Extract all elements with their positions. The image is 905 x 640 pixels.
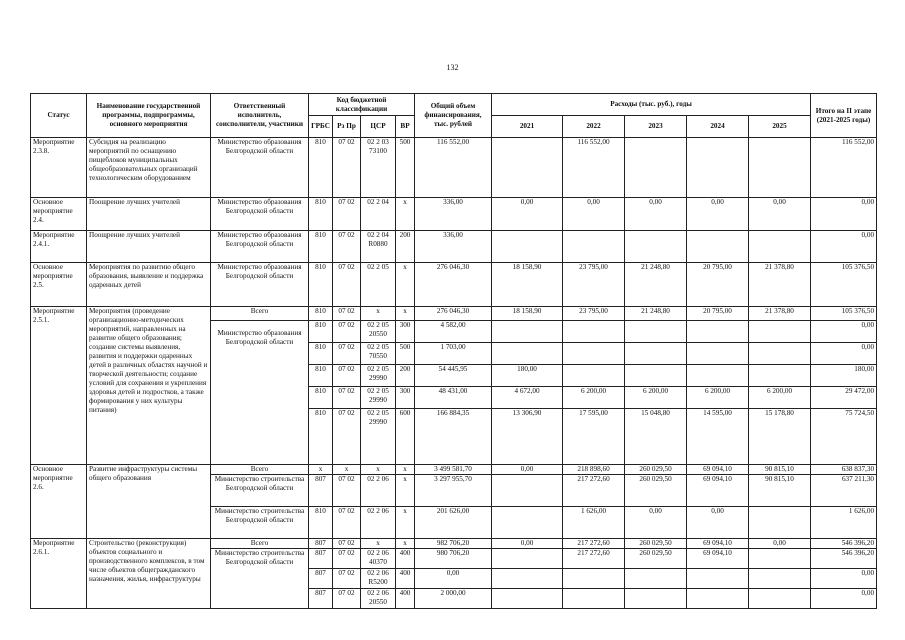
cell-2022 xyxy=(563,569,625,589)
header-budget-code: Код бюджетной классификации xyxy=(309,94,415,116)
cell-2022: 116 552,00 xyxy=(563,138,625,198)
cell-2025 xyxy=(749,365,811,387)
cell-vr: 300 xyxy=(396,387,415,409)
row-status: Основное мероприятие 2.5. xyxy=(31,263,87,307)
cell-rzpr: 07 02 xyxy=(333,589,361,609)
cell-grbs: 810 xyxy=(309,343,333,365)
cell-grbs: 810 xyxy=(309,321,333,343)
cell-total: 982 706,20 xyxy=(415,539,492,549)
cell-rzpr: 07 02 xyxy=(333,387,361,409)
header-total-stage: Итого на II этапе (2021-2025 годы) xyxy=(811,94,877,138)
cell-total: 2 000,00 xyxy=(415,589,492,609)
cell-stage-total: 0,00 xyxy=(811,198,877,231)
cell-rzpr: 07 02 xyxy=(333,507,361,539)
cell-2021: 18 158,90 xyxy=(492,307,563,321)
header-name: Наименование государственной программы, подпрограммы, основного мероприятия xyxy=(87,94,211,138)
cell-csr: 02 2 03 73100 xyxy=(361,138,396,198)
cell-rzpr: 07 02 xyxy=(333,307,361,321)
header-year-2025: 2025 xyxy=(749,116,811,138)
cell-csr: 02 2 06 40370 xyxy=(361,549,396,569)
cell-grbs: 807 xyxy=(309,569,333,589)
row-name: Субсидия на реализацию мероприятий по оснащению пищеблоков муниципальных общеобразовательных организаций технологическим оборудованием xyxy=(87,138,211,198)
header-responsible: Ответственный исполнитель, соисполнители, участники xyxy=(211,94,309,138)
header-status: Статус xyxy=(31,94,87,138)
cell-total: 336,00 xyxy=(415,231,492,263)
row-responsible-total: Всего xyxy=(211,539,309,549)
cell-stage-total: 0,00 xyxy=(811,589,877,609)
cell-2023 xyxy=(625,321,687,343)
cell-2024: 20 795,00 xyxy=(687,263,749,307)
cell-2023 xyxy=(625,569,687,589)
cell-2025: 21 378,80 xyxy=(749,263,811,307)
cell-grbs: 810 xyxy=(309,231,333,263)
row-status: Мероприятие 2.3.8. xyxy=(31,138,87,198)
cell-total: 0,00 xyxy=(415,569,492,589)
cell-2022: 217 272,60 xyxy=(563,549,625,569)
cell-grbs: 807 xyxy=(309,475,333,507)
cell-csr: х xyxy=(361,465,396,475)
cell-2024: 14 595,00 xyxy=(687,409,749,465)
cell-grbs: 810 xyxy=(309,263,333,307)
cell-2025: 0,00 xyxy=(749,539,811,549)
cell-total: 3 297 955,70 xyxy=(415,475,492,507)
row-name: Мероприятия (проведение организационно-методических мероприятий, направленных на развитие общего образования; создание системы выявления, развития и поддержки одаренных детей в различных областях научной и творческой деятельности; создание условий для сохранения и укрепления здоровья детей и подростков, а также формирования у них культуры питания) xyxy=(87,307,211,465)
cell-2021: 13 306,90 xyxy=(492,409,563,465)
row-name: Поощрение лучших учителей xyxy=(87,231,211,263)
cell-vr: 200 xyxy=(396,231,415,263)
cell-total: 201 626,00 xyxy=(415,507,492,539)
cell-2022: 17 595,00 xyxy=(563,409,625,465)
cell-vr: х xyxy=(396,475,415,507)
cell-2024: 6 200,00 xyxy=(687,387,749,409)
cell-2021 xyxy=(492,589,563,609)
cell-2024 xyxy=(687,589,749,609)
cell-2023: 260 029,50 xyxy=(625,465,687,475)
cell-2021: 180,00 xyxy=(492,365,563,387)
cell-total: 4 582,00 xyxy=(415,321,492,343)
cell-2023: 260 029,50 xyxy=(625,549,687,569)
cell-2023: 260 029,50 xyxy=(625,475,687,507)
cell-2022 xyxy=(563,365,625,387)
cell-2024: 69 094,10 xyxy=(687,539,749,549)
cell-vr: 400 xyxy=(396,569,415,589)
header-csr: ЦСР xyxy=(361,116,396,138)
header-vr: ВР xyxy=(396,116,415,138)
header-grbs: ГРБС xyxy=(309,116,333,138)
cell-2025: 6 200,00 xyxy=(749,387,811,409)
cell-rzpr: 07 02 xyxy=(333,569,361,589)
cell-grbs: 810 xyxy=(309,387,333,409)
cell-2025: 90 815,10 xyxy=(749,475,811,507)
cell-rzpr: х xyxy=(333,465,361,475)
cell-2025 xyxy=(749,343,811,365)
cell-vr: х xyxy=(396,507,415,539)
cell-vr: х xyxy=(396,465,415,475)
header-rzpr: Рз Пр xyxy=(333,116,361,138)
cell-2023: 0,00 xyxy=(625,198,687,231)
row-responsible: Министерство строительства Белгородской области xyxy=(211,475,309,507)
cell-rzpr: 07 02 xyxy=(333,343,361,365)
cell-csr: 02 2 05 xyxy=(361,263,396,307)
cell-total: 3 499 581,70 xyxy=(415,465,492,475)
cell-2021: 0,00 xyxy=(492,465,563,475)
cell-2021 xyxy=(492,343,563,365)
cell-2021 xyxy=(492,507,563,539)
cell-2024 xyxy=(687,343,749,365)
cell-2021 xyxy=(492,549,563,569)
cell-csr: 02 2 05 20550 xyxy=(361,321,396,343)
cell-grbs: х xyxy=(309,465,333,475)
row-status: Мероприятие 2.4.1. xyxy=(31,231,87,263)
table-row xyxy=(31,539,877,549)
cell-2021 xyxy=(492,138,563,198)
row-name: Строительство (реконструкция) объектов социального и производственного комплексов, в том числе объектов общегражданского назначения, жилья, инфраструктуры xyxy=(87,539,211,609)
header-year-2021: 2021 xyxy=(492,116,563,138)
cell-rzpr: 07 02 xyxy=(333,475,361,507)
cell-stage-total: 0,00 xyxy=(811,343,877,365)
cell-rzpr: 07 02 xyxy=(333,539,361,549)
cell-csr: 02 2 06 xyxy=(361,507,396,539)
row-responsible: Министерство образования Белгородской области xyxy=(211,138,309,198)
cell-stage-total: 116 552,00 xyxy=(811,138,877,198)
row-status: Основное мероприятие 2.6. xyxy=(31,465,87,539)
cell-rzpr: 07 02 xyxy=(333,231,361,263)
cell-vr: 500 xyxy=(396,138,415,198)
cell-2023: 21 248,80 xyxy=(625,263,687,307)
cell-rzpr: 07 02 xyxy=(333,549,361,569)
cell-2022 xyxy=(563,231,625,263)
cell-vr: х xyxy=(396,539,415,549)
cell-vr: 400 xyxy=(396,549,415,569)
cell-2025 xyxy=(749,507,811,539)
cell-2022: 217 272,60 xyxy=(563,475,625,507)
cell-total: 48 431,00 xyxy=(415,387,492,409)
table-row xyxy=(31,138,877,198)
cell-stage-total: 638 837,30 xyxy=(811,465,877,475)
cell-stage-total: 1 626,00 xyxy=(811,507,877,539)
row-name: Мероприятия по развитию общего образования, выявление и поддержка одаренных детей xyxy=(87,263,211,307)
cell-2022: 217 272,60 xyxy=(563,539,625,549)
cell-2024: 69 094,10 xyxy=(687,465,749,475)
cell-stage-total: 105 376,50 xyxy=(811,307,877,321)
cell-stage-total: 180,00 xyxy=(811,365,877,387)
cell-2024 xyxy=(687,321,749,343)
cell-2025: 0,00 xyxy=(749,198,811,231)
table-row xyxy=(31,263,877,307)
cell-vr: х xyxy=(396,198,415,231)
cell-rzpr: 07 02 xyxy=(333,321,361,343)
cell-stage-total: 546 396,20 xyxy=(811,539,877,549)
cell-rzpr: 07 02 xyxy=(333,263,361,307)
cell-2021 xyxy=(492,321,563,343)
cell-rzpr: 07 02 xyxy=(333,138,361,198)
row-responsible: Министерство образования Белгородской области xyxy=(211,198,309,231)
row-name: Развитие инфраструктуры системы общего образования xyxy=(87,465,211,539)
cell-grbs: 810 xyxy=(309,507,333,539)
header-year-2024: 2024 xyxy=(687,116,749,138)
cell-grbs: 810 xyxy=(309,307,333,321)
cell-vr: 600 xyxy=(396,409,415,465)
cell-csr: 02 2 06 20550 xyxy=(361,589,396,609)
row-responsible: Министерство строительства Белгородской области xyxy=(211,549,309,609)
cell-2025 xyxy=(749,589,811,609)
cell-2022 xyxy=(563,321,625,343)
row-status: Основное мероприятие 2.4. xyxy=(31,198,87,231)
cell-2025: 15 178,80 xyxy=(749,409,811,465)
cell-2023: 6 200,00 xyxy=(625,387,687,409)
cell-rzpr: 07 02 xyxy=(333,365,361,387)
cell-csr: х xyxy=(361,307,396,321)
cell-2023: 15 048,80 xyxy=(625,409,687,465)
cell-2024 xyxy=(687,365,749,387)
row-responsible: Министерство образования Белгородской области xyxy=(211,263,309,307)
cell-2024: 20 795,00 xyxy=(687,307,749,321)
row-name: Поощрение лучших учителей xyxy=(87,198,211,231)
row-status: Мероприятие 2.6.1. xyxy=(31,539,87,609)
cell-2025 xyxy=(749,569,811,589)
cell-2023 xyxy=(625,589,687,609)
cell-vr: 200 xyxy=(396,365,415,387)
page-number: 132 xyxy=(446,63,459,72)
cell-2021 xyxy=(492,475,563,507)
cell-2025 xyxy=(749,138,811,198)
cell-csr: 02 2 06 R5200 xyxy=(361,569,396,589)
row-responsible: Министерство строительства Белгородской области xyxy=(211,507,309,539)
cell-2025 xyxy=(749,549,811,569)
cell-total: 54 445,95 xyxy=(415,365,492,387)
cell-2021: 0,00 xyxy=(492,198,563,231)
cell-2024: 69 094,10 xyxy=(687,549,749,569)
row-responsible: Министерство образования Белгородской области xyxy=(211,321,309,465)
cell-total: 1 703,00 xyxy=(415,343,492,365)
header-year-2022: 2022 xyxy=(563,116,625,138)
cell-vr: 400 xyxy=(396,589,415,609)
cell-grbs: 810 xyxy=(309,198,333,231)
cell-grbs: 810 xyxy=(309,409,333,465)
cell-total: 276 046,30 xyxy=(415,307,492,321)
cell-csr: 02 2 05 29990 xyxy=(361,387,396,409)
cell-2022: 23 795,00 xyxy=(563,263,625,307)
cell-2024 xyxy=(687,569,749,589)
cell-2025 xyxy=(749,321,811,343)
table-row xyxy=(31,465,877,475)
cell-2022 xyxy=(563,343,625,365)
cell-stage-total: 105 376,50 xyxy=(811,263,877,307)
cell-csr: 02 2 06 xyxy=(361,475,396,507)
cell-grbs: 810 xyxy=(309,138,333,198)
cell-grbs: 807 xyxy=(309,539,333,549)
cell-2022: 23 795,00 xyxy=(563,307,625,321)
cell-stage-total: 29 472,00 xyxy=(811,387,877,409)
cell-total: 116 552,00 xyxy=(415,138,492,198)
cell-2022: 1 626,00 xyxy=(563,507,625,539)
cell-grbs: 807 xyxy=(309,589,333,609)
cell-grbs: 810 xyxy=(309,365,333,387)
cell-2022: 6 200,00 xyxy=(563,387,625,409)
cell-rzpr: 07 02 xyxy=(333,409,361,465)
cell-stage-total: 0,00 xyxy=(811,231,877,263)
header-year-2023: 2023 xyxy=(625,116,687,138)
cell-2025: 21 378,80 xyxy=(749,307,811,321)
cell-csr: 02 2 05 70550 xyxy=(361,343,396,365)
cell-2022: 0,00 xyxy=(563,198,625,231)
cell-2023: 21 248,80 xyxy=(625,307,687,321)
cell-2024 xyxy=(687,231,749,263)
cell-vr: х xyxy=(396,307,415,321)
cell-2021 xyxy=(492,231,563,263)
cell-csr: 02 2 05 29990 xyxy=(361,365,396,387)
cell-stage-total: 75 724,50 xyxy=(811,409,877,465)
row-responsible: Министерство образования Белгородской области xyxy=(211,231,309,263)
header-expenses: Расходы (тыс. руб.), годы xyxy=(492,94,811,116)
cell-2025: 90 815,10 xyxy=(749,465,811,475)
cell-2024: 69 094,10 xyxy=(687,475,749,507)
cell-2021: 0,00 xyxy=(492,539,563,549)
cell-2023 xyxy=(625,343,687,365)
cell-csr: 02 2 04 xyxy=(361,198,396,231)
header-total-volume: Общий объем финансирования, тыс. рублей xyxy=(415,94,492,138)
cell-2023: 260 029,50 xyxy=(625,539,687,549)
table-row xyxy=(31,198,877,231)
row-responsible-total: Всего xyxy=(211,465,309,475)
cell-2024 xyxy=(687,138,749,198)
cell-2023 xyxy=(625,138,687,198)
financing-table xyxy=(30,93,877,609)
header-row xyxy=(31,94,877,116)
cell-rzpr: 07 02 xyxy=(333,198,361,231)
cell-2021 xyxy=(492,569,563,589)
cell-total: 980 706,20 xyxy=(415,549,492,569)
cell-2024: 0,00 xyxy=(687,198,749,231)
cell-2023: 0,00 xyxy=(625,507,687,539)
cell-2024: 0,00 xyxy=(687,507,749,539)
row-responsible-total: Всего xyxy=(211,307,309,321)
cell-csr: 02 2 04 R0880 xyxy=(361,231,396,263)
cell-2025 xyxy=(749,231,811,263)
cell-total: 276 046,30 xyxy=(415,263,492,307)
cell-stage-total: 0,00 xyxy=(811,569,877,589)
cell-2021: 4 672,00 xyxy=(492,387,563,409)
cell-vr: 300 xyxy=(396,321,415,343)
cell-2021: 18 158,90 xyxy=(492,263,563,307)
cell-total: 336,00 xyxy=(415,198,492,231)
cell-csr: х xyxy=(361,539,396,549)
cell-2023 xyxy=(625,365,687,387)
cell-2022 xyxy=(563,589,625,609)
table-row xyxy=(31,307,877,321)
cell-2023 xyxy=(625,231,687,263)
row-status: Мероприятие 2.5.1. xyxy=(31,307,87,465)
table-row xyxy=(31,231,877,263)
cell-csr: 02 2 05 29990 xyxy=(361,409,396,465)
cell-stage-total: 546 396,20 xyxy=(811,549,877,569)
cell-grbs: 807 xyxy=(309,549,333,569)
cell-2022: 218 898,60 xyxy=(563,465,625,475)
cell-total: 166 884,35 xyxy=(415,409,492,465)
cell-stage-total: 0,00 xyxy=(811,321,877,343)
cell-vr: 500 xyxy=(396,343,415,365)
cell-stage-total: 637 211,30 xyxy=(811,475,877,507)
cell-vr: х xyxy=(396,263,415,307)
